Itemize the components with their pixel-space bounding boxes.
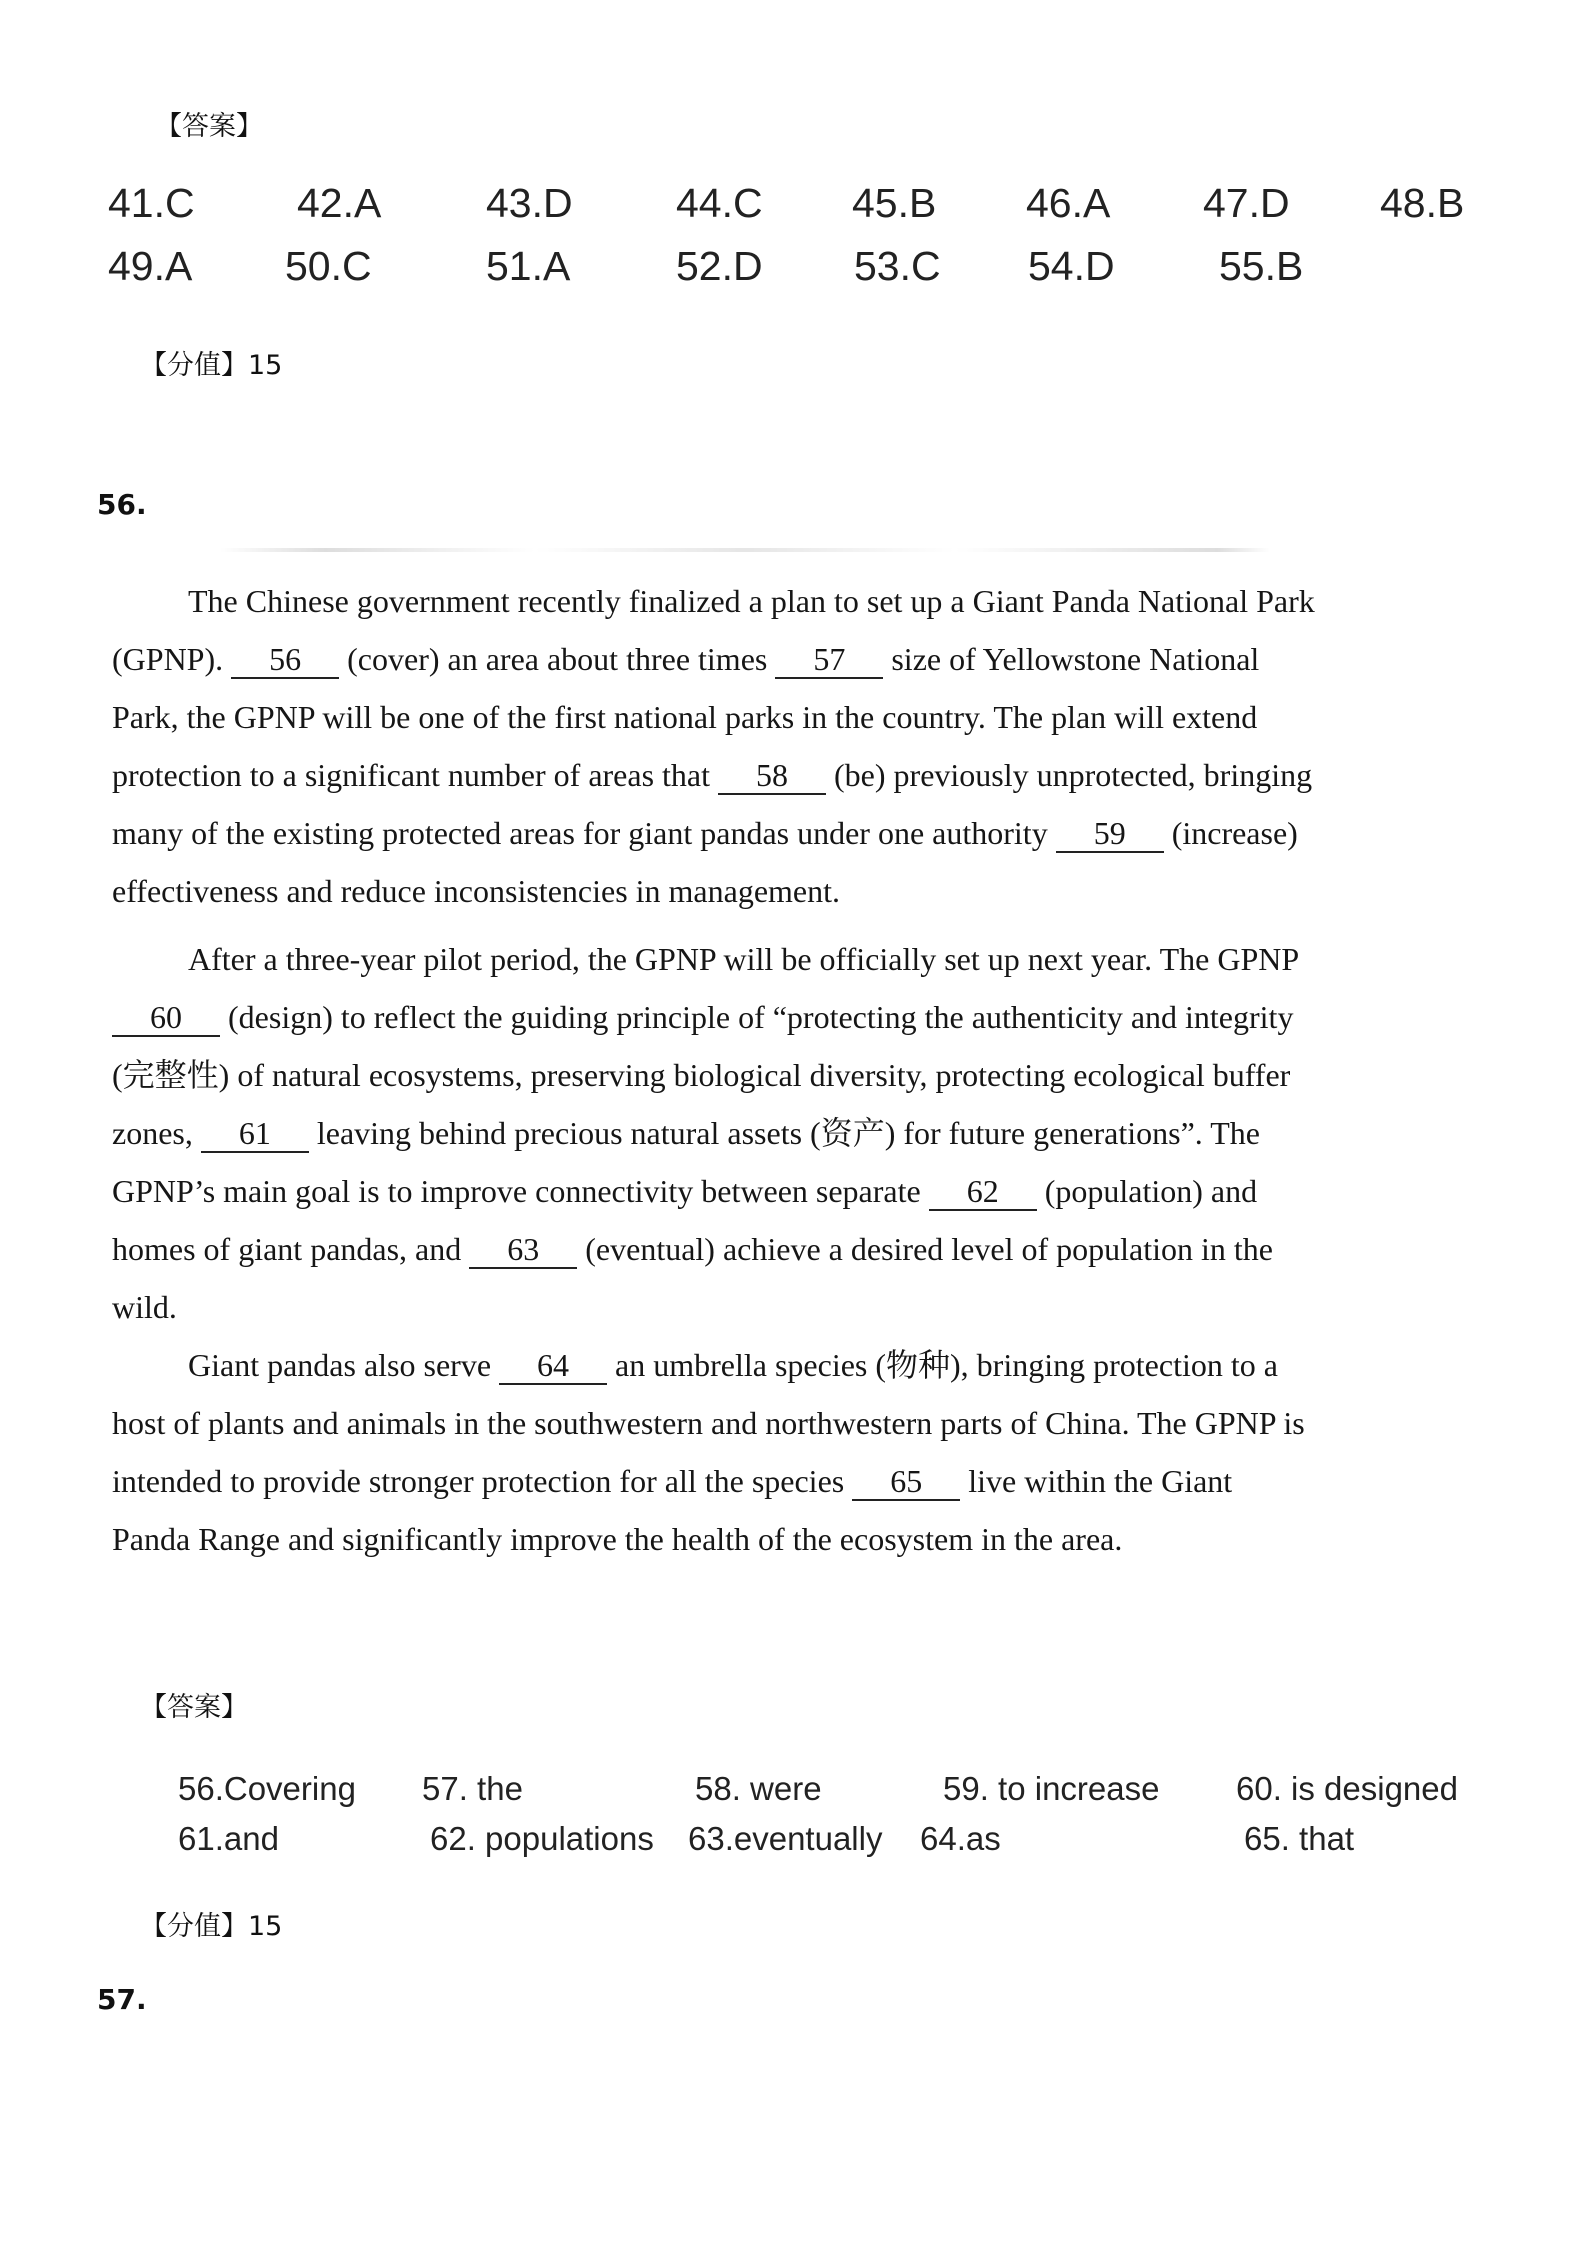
- passage-line: many of the existing protected areas for giant pandas under one authority 59 (increase): [112, 815, 1298, 851]
- passage-line: (GPNP). 56 (cover) an area about three times 57 size of Yellowstone National: [112, 641, 1260, 677]
- passage-line: homes of giant pandas, and 63 (eventual) achieve a desired level of population in the: [112, 1231, 1273, 1267]
- blank-63: 63: [469, 1233, 577, 1269]
- answer-label-2: 【答案】: [140, 1692, 248, 1723]
- passage-line: Park, the GPNP will be one of the first national parks in the country. The plan will extend: [112, 699, 1258, 735]
- passage-line: protection to a significant number of areas that 58 (be) previously unprotected, bringing: [112, 757, 1313, 793]
- answer-48: 48.B: [1380, 180, 1465, 226]
- blank-64: 64: [499, 1349, 607, 1385]
- answer-56: 56.Covering: [178, 1770, 356, 1807]
- passage-line: (完整性) of natural ecosystems, preserving biological diversity, protecting ecological buffer: [112, 1057, 1291, 1093]
- answer-41: 41.C: [108, 180, 195, 226]
- passage-image: [112, 545, 1427, 1555]
- answer-43: 43.D: [486, 180, 573, 226]
- blank-61: 61: [201, 1117, 309, 1153]
- answer-63: 63.eventually: [688, 1820, 883, 1857]
- blank-56: 56: [231, 643, 339, 679]
- answer-58: 58. were: [695, 1770, 822, 1807]
- blank-58: 58: [718, 759, 826, 795]
- answer-55: 55.B: [1219, 243, 1304, 289]
- passage-line: After a three-year pilot period, the GPNP will be officially set up next year. The GPNP: [188, 941, 1300, 977]
- answer-54: 54.D: [1028, 243, 1115, 289]
- score-label-1: 【分值】15: [140, 350, 283, 381]
- answer-62: 62. populations: [430, 1820, 654, 1857]
- passage-line: GPNP’s main goal is to improve connectivity between separate 62 (population) and: [112, 1173, 1258, 1209]
- answer-53: 53.C: [854, 243, 941, 289]
- answer-label-1: 【答案】: [155, 111, 263, 142]
- passage-line: host of plants and animals in the southwestern and northwestern parts of China. The GPNP is: [112, 1405, 1305, 1441]
- passage-line: wild.: [112, 1289, 177, 1325]
- answer-44: 44.C: [676, 180, 763, 226]
- blank-62: 62: [929, 1175, 1037, 1211]
- passage-line: Giant pandas also serve 64 an umbrella species (物种), bringing protection to a: [188, 1347, 1278, 1383]
- blank-59: 59: [1056, 817, 1164, 853]
- answer-51: 51.A: [486, 243, 571, 289]
- passage-line: Panda Range and significantly improve the health of the ecosystem in the area.: [112, 1521, 1123, 1557]
- passage-line: intended to provide stronger protection for all the species 65 live within the Giant: [112, 1463, 1233, 1499]
- answer-46: 46.A: [1026, 180, 1111, 226]
- answer-57: 57. the: [422, 1770, 523, 1807]
- answer-42: 42.A: [297, 180, 382, 226]
- passage-line: 60 (design) to reflect the guiding principle of “protecting the authenticity and integrity: [112, 1001, 1293, 1037]
- passage-line: effectiveness and reduce inconsistencies in management.: [112, 873, 841, 909]
- answer-47: 47.D: [1203, 180, 1290, 226]
- score-label-2: 【分值】15: [140, 1911, 283, 1942]
- blank-57: 57: [775, 643, 883, 679]
- blank-65: 65: [852, 1465, 960, 1501]
- answer-52: 52.D: [676, 243, 763, 289]
- answer-59: 59. to increase: [943, 1770, 1160, 1807]
- blank-60: 60: [112, 1001, 220, 1037]
- passage-line: zones, 61 leaving behind precious natural assets (资产) for future generations”. The: [112, 1115, 1260, 1151]
- answer-65: 65. that: [1244, 1820, 1355, 1857]
- question-number-57: 57.: [97, 1983, 147, 2016]
- answer-49: 49.A: [108, 243, 193, 289]
- question-number-56: 56.: [97, 488, 147, 521]
- answer-50: 50.C: [285, 243, 372, 289]
- answer-64: 64.as: [920, 1820, 1001, 1857]
- answer-60: 60. is designed: [1236, 1770, 1458, 1807]
- answer-45: 45.B: [852, 180, 937, 226]
- answer-61: 61.and: [178, 1820, 279, 1857]
- passage-line: The Chinese government recently finalized a plan to set up a Giant Panda National Park: [188, 583, 1315, 619]
